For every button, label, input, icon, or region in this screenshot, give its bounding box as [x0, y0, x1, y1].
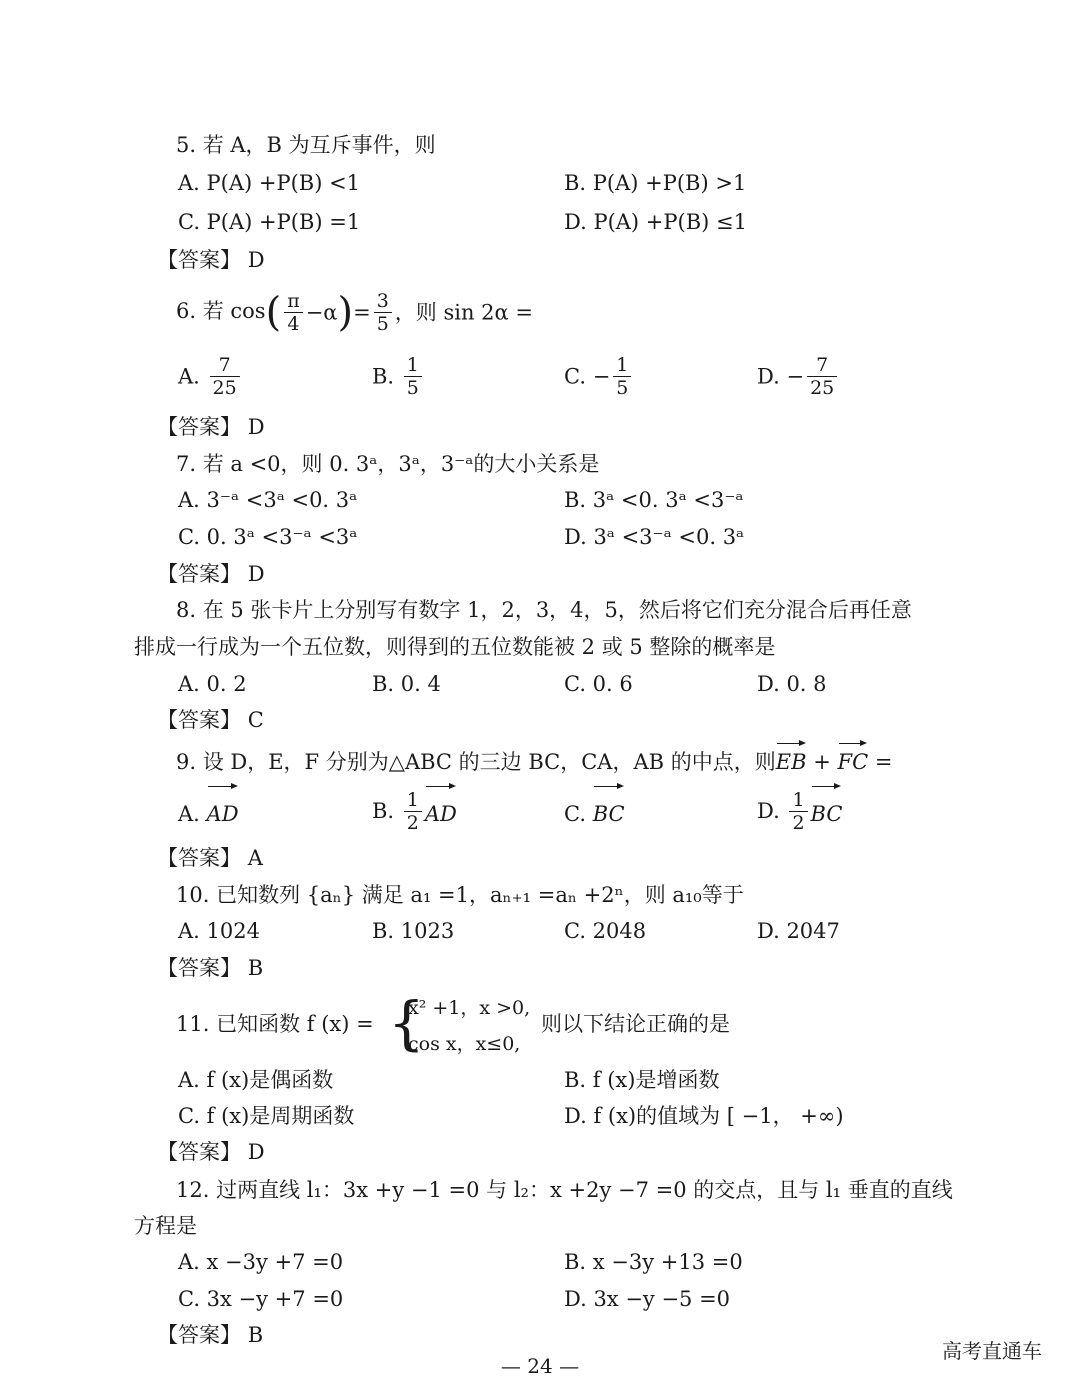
q12-option-c: C. 3x −y +7 =0	[178, 1287, 344, 1311]
q7-option-c: C. 0. 3ᵃ <3⁻ᵃ <3ᵃ	[178, 525, 358, 549]
q9-vector-eb: EB	[776, 740, 807, 778]
q6-option-b: B. $\frac{1}{5}$	[372, 350, 425, 402]
q8-option-a: A. 0. 2	[178, 672, 247, 696]
q11-answer: 【答案】 D	[157, 1140, 265, 1164]
q12-stem-line1: 12. 过两直线 l₁：3x +y −1 =0 与 l₂：x +2y −7 =0 的交点，且与 l₁ 垂直的直线	[176, 1178, 953, 1202]
q10-option-b: B. 1023	[372, 919, 455, 943]
q7-answer: 【答案】 D	[157, 562, 265, 586]
q8-stem-line2: 排成一行成为一个五位数，则得到的五位数能被 2 或 5 整除的概率是	[134, 635, 776, 659]
q7-option-a: A. 3⁻ᵃ <3ᵃ <0. 3ᵃ	[178, 488, 358, 512]
q5-option-c: C. P(A) +P(B) =1	[178, 210, 361, 234]
q12-answer: 【答案】 B	[157, 1323, 264, 1347]
q11-option-b: B. f (x)是增函数	[564, 1068, 720, 1092]
q7-option-d: D. 3ᵃ <3⁻ᵃ <0. 3ᵃ	[564, 525, 745, 549]
q6-stem: 6. 若 cos( $\frac{\pi}{4}$ −α)= $\frac{3}{5}$ ，则 sin 2α =	[176, 289, 533, 336]
q6-option-a: A. $\frac{7}{25}$	[178, 350, 243, 402]
q9-option-c: C. BC	[564, 783, 625, 839]
q5-option-d: D. P(A) +P(B) ≤1	[564, 210, 747, 234]
q5-option-a: A. P(A) +P(B) <1	[178, 171, 361, 195]
q9-answer: 【答案】 A	[157, 846, 263, 870]
q12-option-a: A. x −3y +7 =0	[178, 1250, 344, 1274]
q10-option-d: D. 2047	[757, 919, 840, 943]
q6-option-d: D. − $\frac{7}{25}$	[757, 350, 840, 402]
q11-case1: x² +1，x >0,	[408, 997, 531, 1019]
q10-option-a: A. 1024	[178, 919, 260, 943]
q8-option-d: D. 0. 8	[757, 672, 827, 696]
q11-option-c: C. f (x)是周期函数	[178, 1104, 355, 1128]
q12-stem-line2: 方程是	[134, 1214, 197, 1238]
q8-stem-line1: 8. 在 5 张卡片上分别写有数字 1，2，3，4，5，然后将它们充分混合后再任意	[176, 598, 912, 622]
q10-stem: 10. 已知数列 {aₙ} 满足 a₁ =1，aₙ₊₁ =aₙ +2ⁿ，则 a₁₀等于	[176, 883, 744, 907]
q5-option-b: B. P(A) +P(B) >1	[564, 171, 747, 195]
q12-option-b: B. x −3y +13 =0	[564, 1250, 743, 1274]
q8-option-c: C. 0. 6	[564, 672, 633, 696]
page-number: — 24 —	[500, 1354, 580, 1378]
q10-answer: 【答案】 B	[157, 956, 264, 980]
q7-stem: 7. 若 a <0，则 0. 3ᵃ，3ᵃ，3⁻ᵃ的大小关系是	[176, 452, 600, 476]
q9-option-a: A. AD	[178, 783, 239, 839]
q9-option-d: D. $\frac{1}{2}$ BC	[757, 783, 842, 839]
q9-option-b: B. $\frac{1}{2}$ AD	[372, 783, 457, 839]
q7-option-b: B. 3ᵃ <0. 3ᵃ <3⁻ᵃ	[564, 488, 744, 512]
q5-stem: 5. 若 A，B 为互斥事件，则	[176, 133, 436, 157]
q6-option-c: C. − $\frac{1}{5}$	[564, 350, 634, 402]
q12-option-d: D. 3x −y −5 =0	[564, 1287, 731, 1311]
watermark: 高考直通车	[942, 1339, 1042, 1363]
q10-option-c: C. 2048	[564, 919, 647, 943]
q9-stem: 9. 设 D，E，F 分别为△ABC 的三边 BC，CA，AB 的中点，则EB + FC =	[176, 740, 892, 778]
q11-stem-prefix: 11. 已知函数 f (x) =	[176, 1012, 374, 1036]
q9-vector-fc: FC	[838, 740, 869, 778]
q6-answer: 【答案】 D	[157, 415, 265, 439]
q8-answer: 【答案】 C	[157, 708, 264, 732]
q11-case2: cos x，x≤0,	[408, 1033, 521, 1055]
q11-stem-suffix: 则以下结论正确的是	[541, 1012, 730, 1036]
q8-option-b: B. 0. 4	[372, 672, 441, 696]
q11-option-d: D. f (x)的值域为 [ −1， +∞)	[564, 1104, 844, 1128]
q11-option-a: A. f (x)是偶函数	[178, 1068, 334, 1092]
q11-brace: {	[388, 989, 425, 1057]
q5-answer: 【答案】 D	[157, 248, 265, 272]
